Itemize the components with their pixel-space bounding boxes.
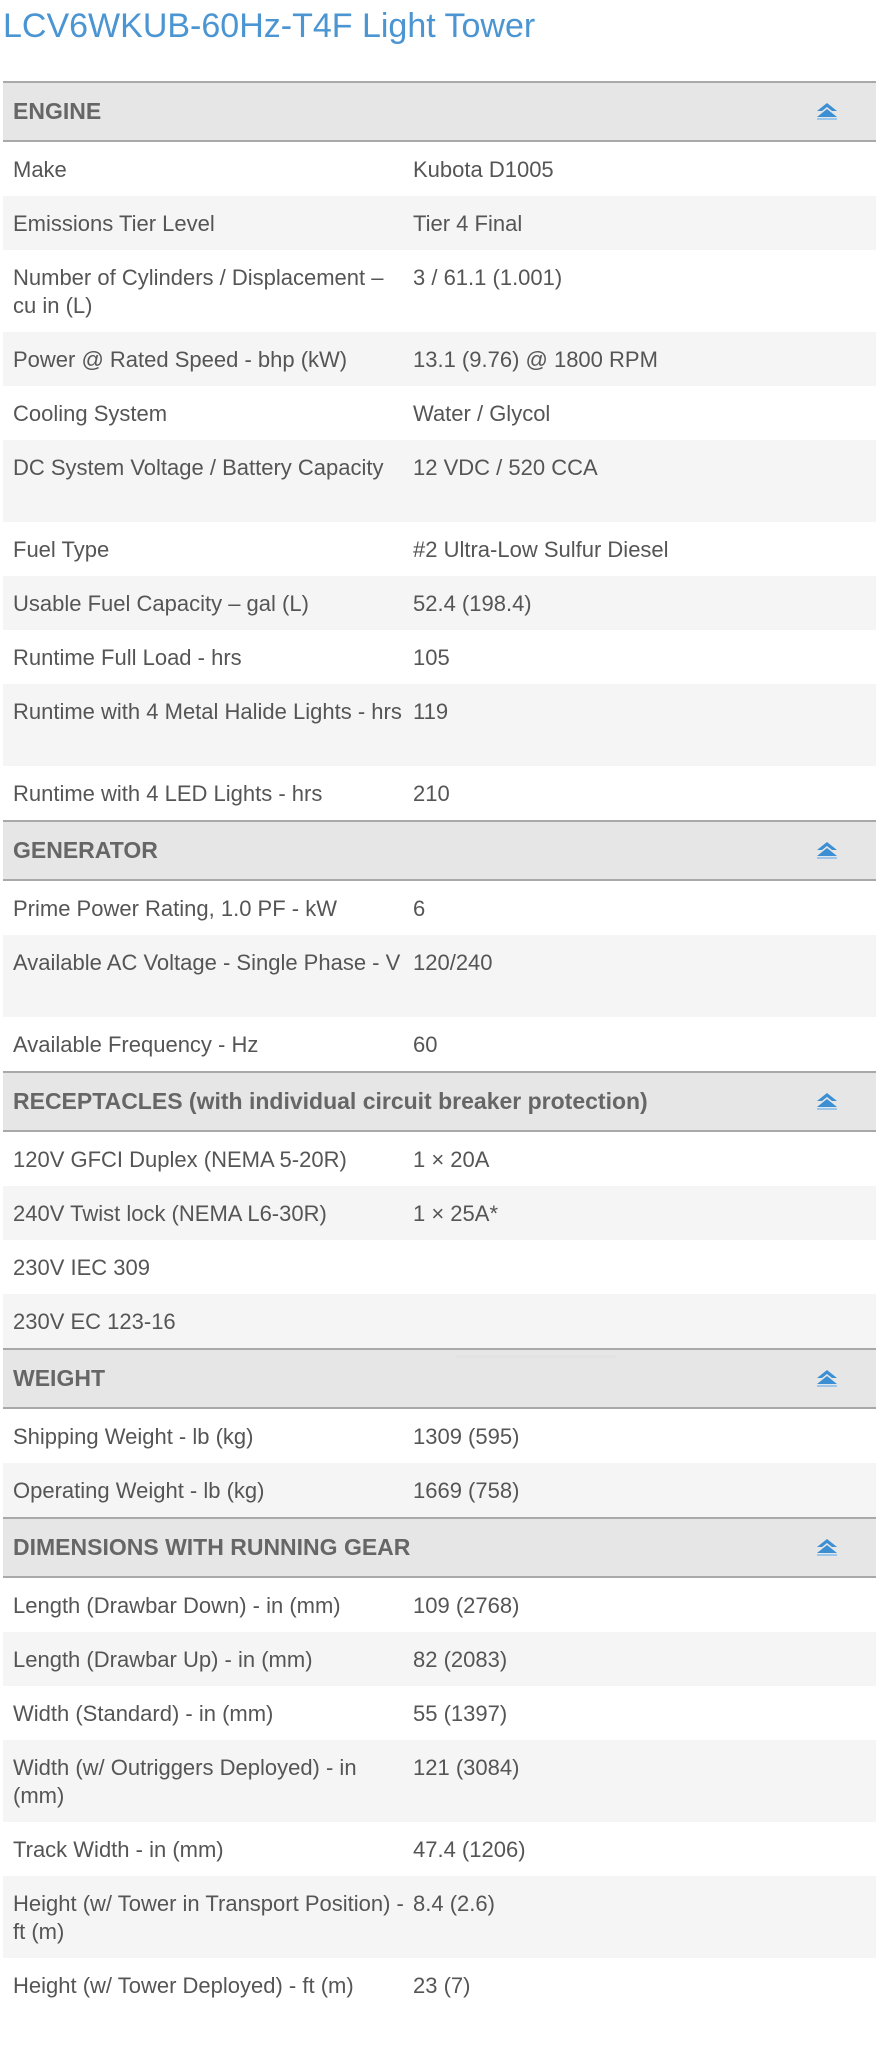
spec-label: Prime Power Rating, 1.0 PF - kW xyxy=(13,896,337,921)
spec-row xyxy=(3,1186,876,1240)
spec-value: 60 xyxy=(413,1032,438,1057)
spec-section xyxy=(3,81,876,820)
spec-value: 1309 (595) xyxy=(413,1424,520,1449)
spec-row xyxy=(3,1822,876,1876)
spec-label: 230V IEC 309 xyxy=(13,1255,150,1280)
collapse-up-arrow-icon[interactable] xyxy=(816,1539,838,1556)
spec-label: Usable Fuel Capacity – gal (L) xyxy=(13,591,309,616)
spec-label: Length (Drawbar Up) - in (mm) xyxy=(13,1647,313,1672)
spec-row xyxy=(3,332,876,386)
spec-label: Length (Drawbar Down) - in (mm) xyxy=(13,1593,341,1618)
spec-row xyxy=(3,522,876,576)
spec-row xyxy=(3,1686,876,1740)
section-title: GENERATOR xyxy=(13,837,158,863)
spec-row xyxy=(3,766,876,820)
spec-label: 120V GFCI Duplex (NEMA 5-20R) xyxy=(13,1147,347,1172)
spec-row xyxy=(3,1017,876,1071)
spec-value: 1 × 25A* xyxy=(413,1201,499,1226)
section-header[interactable] xyxy=(3,1071,876,1132)
spec-row xyxy=(3,1132,876,1186)
spec-value: 52.4 (198.4) xyxy=(413,591,532,616)
spec-row xyxy=(3,630,876,684)
spec-row xyxy=(3,196,876,250)
spec-label: Height (w/ Tower in Transport Position) - ft (m) xyxy=(13,1891,404,1944)
spec-label: Cooling System xyxy=(13,401,168,426)
spec-value: 121 (3084) xyxy=(413,1755,520,1780)
spec-value: 3 / 61.1 (1.001) xyxy=(413,265,563,290)
spec-label: Width (w/ Outriggers Deployed) - in (mm) xyxy=(13,1755,357,1808)
spec-label: 230V EC 123-16 xyxy=(13,1309,176,1334)
spec-row xyxy=(3,142,876,196)
spec-label: Power @ Rated Speed - bhp (kW) xyxy=(13,347,348,372)
spec-label: Available AC Voltage - Single Phase - V xyxy=(13,950,401,975)
section-header[interactable] xyxy=(3,1517,876,1578)
spec-label: Runtime with 4 Metal Halide Lights - hrs xyxy=(13,699,402,724)
spec-row xyxy=(3,935,876,1017)
scroll-indicator xyxy=(455,1355,617,1358)
spec-value: 47.4 (1206) xyxy=(413,1837,526,1862)
spec-label: Track Width - in (mm) xyxy=(13,1837,224,1862)
spec-row xyxy=(3,1578,876,1632)
spec-value: 1 × 20A xyxy=(413,1147,490,1172)
spec-row xyxy=(3,1409,876,1463)
spec-label: Operating Weight - lb (kg) xyxy=(13,1478,265,1503)
section-title: DIMENSIONS WITH RUNNING GEAR xyxy=(13,1534,411,1560)
spec-label: Number of Cylinders / Displacement – cu in (L) xyxy=(13,265,384,318)
collapse-up-arrow-icon[interactable] xyxy=(816,842,838,859)
spec-value: 6 xyxy=(413,896,426,921)
spec-row xyxy=(3,881,876,935)
spec-sections xyxy=(3,81,876,2012)
section-title: WEIGHT xyxy=(13,1365,105,1391)
spec-label: Make xyxy=(13,157,67,182)
section-header[interactable] xyxy=(3,1348,876,1409)
spec-label: Runtime Full Load - hrs xyxy=(13,645,242,670)
spec-label: DC System Voltage / Battery Capacity xyxy=(13,455,384,480)
spec-row xyxy=(3,1463,876,1517)
spec-value: 119 xyxy=(413,699,449,724)
spec-value: 1669 (758) xyxy=(413,1478,520,1503)
section-header[interactable] xyxy=(3,81,876,142)
spec-value: 109 (2768) xyxy=(413,1593,520,1618)
spec-value: Water / Glycol xyxy=(413,401,551,426)
spec-value: 55 (1397) xyxy=(413,1701,508,1726)
spec-value: #2 Ultra-Low Sulfur Diesel xyxy=(413,537,669,562)
spec-label: Height (w/ Tower Deployed) - ft (m) xyxy=(13,1973,354,1998)
collapse-up-arrow-icon[interactable] xyxy=(816,1370,838,1387)
spec-value: Kubota D1005 xyxy=(413,157,554,182)
spec-row xyxy=(3,1740,876,1822)
spec-section xyxy=(3,820,876,1071)
spec-row xyxy=(3,1240,876,1294)
spec-label: Available Frequency - Hz xyxy=(13,1032,259,1057)
spec-row xyxy=(3,386,876,440)
spec-label: 240V Twist lock (NEMA L6-30R) xyxy=(13,1201,327,1226)
spec-section xyxy=(3,1517,876,2012)
spec-row xyxy=(3,1958,876,2012)
spec-label: Fuel Type xyxy=(13,537,110,562)
page-title: LCV6WKUB-60Hz-T4F Light Tower xyxy=(3,7,536,45)
collapse-up-arrow-icon[interactable] xyxy=(816,103,838,120)
spec-label: Emissions Tier Level xyxy=(13,211,215,236)
spec-row xyxy=(3,576,876,630)
spec-label: Runtime with 4 LED Lights - hrs xyxy=(13,781,323,806)
collapse-up-arrow-icon[interactable] xyxy=(816,1093,838,1110)
spec-value: 13.1 (9.76) @ 1800 RPM xyxy=(413,347,658,372)
spec-label: Shipping Weight - lb (kg) xyxy=(13,1424,254,1449)
spec-value: 210 xyxy=(413,781,450,806)
spec-value: 120/240 xyxy=(413,950,493,975)
spec-value: Tier 4 Final xyxy=(413,211,523,236)
spec-row xyxy=(3,440,876,522)
section-title: RECEPTACLES (with individual circuit breaker protection) xyxy=(13,1088,648,1114)
spec-value: 105 xyxy=(413,645,450,670)
spec-value: 8.4 (2.6) xyxy=(413,1891,495,1916)
spec-section xyxy=(3,1348,876,1517)
spec-value: 82 (2083) xyxy=(413,1647,508,1672)
spec-row xyxy=(3,1876,876,1958)
section-header[interactable] xyxy=(3,820,876,881)
spec-section xyxy=(3,1071,876,1348)
spec-label: Width (Standard) - in (mm) xyxy=(13,1701,274,1726)
spec-row xyxy=(3,684,876,766)
spec-value: 12 VDC / 520 CCA xyxy=(413,455,598,480)
spec-value: 23 (7) xyxy=(413,1973,471,1998)
spec-row xyxy=(3,1294,876,1348)
spec-row xyxy=(3,250,876,332)
spec-row xyxy=(3,1632,876,1686)
section-title: ENGINE xyxy=(13,98,102,124)
